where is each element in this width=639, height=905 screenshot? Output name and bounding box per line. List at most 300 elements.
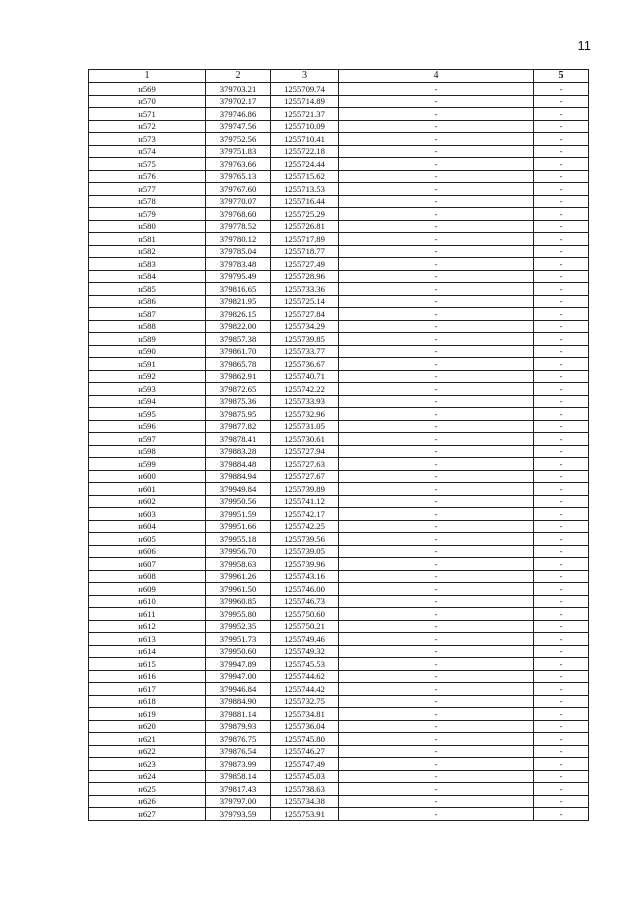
- column-4-cell: -: [339, 333, 534, 346]
- column-5-cell: -: [534, 395, 589, 408]
- column-5-cell: -: [534, 458, 589, 471]
- x-coordinate-cell: 379955.18: [206, 533, 271, 546]
- x-coordinate-cell: 379875.36: [206, 395, 271, 408]
- column-4-cell: -: [339, 708, 534, 721]
- column-5-cell: -: [534, 333, 589, 346]
- y-coordinate-cell: 1255746.27: [271, 745, 339, 758]
- point-id-cell: н617: [89, 683, 206, 696]
- column-4-cell: -: [339, 258, 534, 271]
- x-coordinate-cell: 379873.99: [206, 758, 271, 771]
- y-coordinate-cell: 1255727.49: [271, 258, 339, 271]
- y-coordinate-cell: 1255743.16: [271, 570, 339, 583]
- table-row: [89, 370, 589, 383]
- x-coordinate-cell: 379862.91: [206, 370, 271, 383]
- column-5-cell: -: [534, 770, 589, 783]
- table-body: [89, 83, 589, 821]
- column-5-cell: -: [534, 708, 589, 721]
- column-5-cell: -: [534, 633, 589, 646]
- table-row: [89, 558, 589, 571]
- table-row: [89, 170, 589, 183]
- point-id-cell: н613: [89, 633, 206, 646]
- table-row: [89, 783, 589, 796]
- column-5-cell: -: [534, 620, 589, 633]
- y-coordinate-cell: 1255744.42: [271, 683, 339, 696]
- column-4-cell: -: [339, 483, 534, 496]
- point-id-cell: н614: [89, 645, 206, 658]
- column-5-cell: -: [534, 483, 589, 496]
- x-coordinate-cell: 379952.35: [206, 620, 271, 633]
- y-coordinate-cell: 1255733.93: [271, 395, 339, 408]
- point-id-cell: н587: [89, 308, 206, 321]
- column-5-cell: -: [534, 195, 589, 208]
- column-4-cell: -: [339, 520, 534, 533]
- point-id-cell: н626: [89, 795, 206, 808]
- column-4-cell: -: [339, 533, 534, 546]
- column-5-cell: -: [534, 433, 589, 446]
- column-5-cell: -: [534, 383, 589, 396]
- table-row: [89, 770, 589, 783]
- column-4-cell: -: [339, 220, 534, 233]
- column-4-cell: -: [339, 558, 534, 571]
- x-coordinate-cell: 379797.00: [206, 795, 271, 808]
- x-coordinate-cell: 379883.28: [206, 445, 271, 458]
- x-coordinate-cell: 379958.63: [206, 558, 271, 571]
- column-4-cell: -: [339, 683, 534, 696]
- column-4-cell: -: [339, 95, 534, 108]
- point-id-cell: н623: [89, 758, 206, 771]
- table-row: [89, 420, 589, 433]
- column-4-cell: -: [339, 583, 534, 596]
- column-5-cell: -: [534, 308, 589, 321]
- column-4-cell: -: [339, 733, 534, 746]
- x-coordinate-cell: 379857.38: [206, 333, 271, 346]
- point-id-cell: н593: [89, 383, 206, 396]
- y-coordinate-cell: 1255734.81: [271, 708, 339, 721]
- y-coordinate-cell: 1255750.21: [271, 620, 339, 633]
- x-coordinate-cell: 379795.49: [206, 270, 271, 283]
- y-coordinate-cell: 1255749.32: [271, 645, 339, 658]
- point-id-cell: н573: [89, 133, 206, 146]
- x-coordinate-cell: 379951.59: [206, 508, 271, 521]
- column-5-cell: -: [534, 183, 589, 196]
- x-coordinate-cell: 379785.04: [206, 245, 271, 258]
- column-4-cell: -: [339, 195, 534, 208]
- y-coordinate-cell: 1255726.81: [271, 220, 339, 233]
- column-5-cell: -: [534, 745, 589, 758]
- x-coordinate-cell: 379822.00: [206, 320, 271, 333]
- column-5-cell: -: [534, 133, 589, 146]
- table-row: [89, 120, 589, 133]
- point-id-cell: н583: [89, 258, 206, 271]
- y-coordinate-cell: 1255749.46: [271, 633, 339, 646]
- column-4-cell: -: [339, 770, 534, 783]
- table-row: [89, 720, 589, 733]
- column-5-cell: -: [534, 83, 589, 96]
- table-row: [89, 95, 589, 108]
- column-5-cell: -: [534, 108, 589, 121]
- y-coordinate-cell: 1255731.05: [271, 420, 339, 433]
- y-coordinate-cell: 1255742.22: [271, 383, 339, 396]
- point-id-cell: н576: [89, 170, 206, 183]
- y-coordinate-cell: 1255727.84: [271, 308, 339, 321]
- y-coordinate-cell: 1255733.77: [271, 345, 339, 358]
- x-coordinate-cell: 379768.60: [206, 208, 271, 221]
- column-5-cell: -: [534, 533, 589, 546]
- table-row: [89, 395, 589, 408]
- column-5-cell: -: [534, 258, 589, 271]
- point-id-cell: н574: [89, 145, 206, 158]
- column-4-cell: -: [339, 783, 534, 796]
- point-id-cell: н620: [89, 720, 206, 733]
- table-row: [89, 308, 589, 321]
- table-row: [89, 458, 589, 471]
- column-4-cell: -: [339, 308, 534, 321]
- column-header-1: 1: [89, 70, 206, 83]
- column-4-cell: -: [339, 345, 534, 358]
- table-row: [89, 283, 589, 296]
- table-row: [89, 495, 589, 508]
- x-coordinate-cell: 379861.70: [206, 345, 271, 358]
- y-coordinate-cell: 1255742.17: [271, 508, 339, 521]
- x-coordinate-cell: 379778.52: [206, 220, 271, 233]
- y-coordinate-cell: 1255714.89: [271, 95, 339, 108]
- column-4-cell: -: [339, 495, 534, 508]
- column-4-cell: -: [339, 570, 534, 583]
- point-id-cell: н604: [89, 520, 206, 533]
- point-id-cell: н606: [89, 545, 206, 558]
- x-coordinate-cell: 379881.14: [206, 708, 271, 721]
- point-id-cell: н612: [89, 620, 206, 633]
- column-5-cell: -: [534, 658, 589, 671]
- table-row: [89, 670, 589, 683]
- column-5-cell: -: [534, 345, 589, 358]
- point-id-cell: н570: [89, 95, 206, 108]
- column-4-cell: -: [339, 445, 534, 458]
- column-5-cell: -: [534, 595, 589, 608]
- point-id-cell: н602: [89, 495, 206, 508]
- table-row: [89, 633, 589, 646]
- y-coordinate-cell: 1255745.80: [271, 733, 339, 746]
- y-coordinate-cell: 1255715.62: [271, 170, 339, 183]
- y-coordinate-cell: 1255745.03: [271, 770, 339, 783]
- y-coordinate-cell: 1255736.67: [271, 358, 339, 371]
- table-row: [89, 220, 589, 233]
- column-4-cell: -: [339, 720, 534, 733]
- point-id-cell: н595: [89, 408, 206, 421]
- table-row: [89, 758, 589, 771]
- point-id-cell: н586: [89, 295, 206, 308]
- column-5-cell: -: [534, 370, 589, 383]
- table-row: [89, 183, 589, 196]
- column-5-cell: -: [534, 670, 589, 683]
- column-4-cell: -: [339, 133, 534, 146]
- point-id-cell: н588: [89, 320, 206, 333]
- column-5-cell: -: [534, 683, 589, 696]
- table-row: [89, 133, 589, 146]
- y-coordinate-cell: 1255725.14: [271, 295, 339, 308]
- x-coordinate-cell: 379875.95: [206, 408, 271, 421]
- column-header-5: 5: [534, 70, 589, 83]
- column-4-cell: -: [339, 458, 534, 471]
- column-4-cell: -: [339, 808, 534, 821]
- table-row: [89, 445, 589, 458]
- table-row: [89, 345, 589, 358]
- point-id-cell: н610: [89, 595, 206, 608]
- table-row: [89, 533, 589, 546]
- column-5-cell: -: [534, 208, 589, 221]
- column-4-cell: -: [339, 383, 534, 396]
- point-id-cell: н611: [89, 608, 206, 621]
- y-coordinate-cell: 1255718.77: [271, 245, 339, 258]
- x-coordinate-cell: 379877.82: [206, 420, 271, 433]
- x-coordinate-cell: 379821.95: [206, 295, 271, 308]
- y-coordinate-cell: 1255739.85: [271, 333, 339, 346]
- column-4-cell: -: [339, 595, 534, 608]
- point-id-cell: н571: [89, 108, 206, 121]
- point-id-cell: н577: [89, 183, 206, 196]
- column-4-cell: -: [339, 108, 534, 121]
- y-coordinate-cell: 1255745.53: [271, 658, 339, 671]
- point-id-cell: н601: [89, 483, 206, 496]
- y-coordinate-cell: 1255746.00: [271, 583, 339, 596]
- x-coordinate-cell: 379793.59: [206, 808, 271, 821]
- y-coordinate-cell: 1255738.63: [271, 783, 339, 796]
- table-row: [89, 545, 589, 558]
- point-id-cell: н619: [89, 708, 206, 721]
- x-coordinate-cell: 379950.60: [206, 645, 271, 658]
- y-coordinate-cell: 1255730.61: [271, 433, 339, 446]
- y-coordinate-cell: 1255727.94: [271, 445, 339, 458]
- table-row: [89, 583, 589, 596]
- x-coordinate-cell: 379872.65: [206, 383, 271, 396]
- table-row: [89, 158, 589, 171]
- y-coordinate-cell: 1255750.60: [271, 608, 339, 621]
- point-id-cell: н590: [89, 345, 206, 358]
- point-id-cell: н594: [89, 395, 206, 408]
- column-5-cell: -: [534, 570, 589, 583]
- point-id-cell: н624: [89, 770, 206, 783]
- column-5-cell: -: [534, 233, 589, 246]
- column-5-cell: -: [534, 95, 589, 108]
- column-4-cell: -: [339, 795, 534, 808]
- y-coordinate-cell: 1255739.89: [271, 483, 339, 496]
- column-4-cell: -: [339, 183, 534, 196]
- column-5-cell: -: [534, 795, 589, 808]
- y-coordinate-cell: 1255721.37: [271, 108, 339, 121]
- column-header-3: 3: [271, 70, 339, 83]
- x-coordinate-cell: 379858.14: [206, 770, 271, 783]
- column-5-cell: -: [534, 408, 589, 421]
- y-coordinate-cell: 1255740.71: [271, 370, 339, 383]
- y-coordinate-cell: 1255724.44: [271, 158, 339, 171]
- y-coordinate-cell: 1255710.41: [271, 133, 339, 146]
- column-5-cell: -: [534, 270, 589, 283]
- table-row: [89, 408, 589, 421]
- column-4-cell: -: [339, 395, 534, 408]
- column-5-cell: -: [534, 733, 589, 746]
- column-4-cell: -: [339, 670, 534, 683]
- y-coordinate-cell: 1255733.36: [271, 283, 339, 296]
- point-id-cell: н591: [89, 358, 206, 371]
- y-coordinate-cell: 1255741.12: [271, 495, 339, 508]
- x-coordinate-cell: 379961.50: [206, 583, 271, 596]
- column-5-cell: -: [534, 295, 589, 308]
- table-row: [89, 295, 589, 308]
- column-4-cell: -: [339, 745, 534, 758]
- column-4-cell: -: [339, 695, 534, 708]
- table-row: [89, 333, 589, 346]
- column-5-cell: -: [534, 220, 589, 233]
- column-4-cell: -: [339, 83, 534, 96]
- table-row: [89, 695, 589, 708]
- x-coordinate-cell: 379702.17: [206, 95, 271, 108]
- point-id-cell: н621: [89, 733, 206, 746]
- x-coordinate-cell: 379780.12: [206, 233, 271, 246]
- column-5-cell: -: [534, 495, 589, 508]
- point-id-cell: н585: [89, 283, 206, 296]
- table-row: [89, 208, 589, 221]
- y-coordinate-cell: 1255753.91: [271, 808, 339, 821]
- table-row: [89, 645, 589, 658]
- y-coordinate-cell: 1255736.04: [271, 720, 339, 733]
- column-4-cell: -: [339, 420, 534, 433]
- table-row: [89, 733, 589, 746]
- column-5-cell: -: [534, 158, 589, 171]
- point-id-cell: н569: [89, 83, 206, 96]
- table-row: [89, 595, 589, 608]
- x-coordinate-cell: 379767.60: [206, 183, 271, 196]
- x-coordinate-cell: 379946.84: [206, 683, 271, 696]
- x-coordinate-cell: 379763.66: [206, 158, 271, 171]
- x-coordinate-cell: 379960.85: [206, 595, 271, 608]
- column-5-cell: -: [534, 170, 589, 183]
- point-id-cell: н584: [89, 270, 206, 283]
- point-id-cell: н600: [89, 470, 206, 483]
- table-row: [89, 433, 589, 446]
- x-coordinate-cell: 379817.43: [206, 783, 271, 796]
- y-coordinate-cell: 1255744.62: [271, 670, 339, 683]
- table-row: [89, 108, 589, 121]
- y-coordinate-cell: 1255739.96: [271, 558, 339, 571]
- table-row: [89, 570, 589, 583]
- x-coordinate-cell: 379947.00: [206, 670, 271, 683]
- y-coordinate-cell: 1255717.89: [271, 233, 339, 246]
- x-coordinate-cell: 379783.48: [206, 258, 271, 271]
- column-4-cell: -: [339, 645, 534, 658]
- x-coordinate-cell: 379956.70: [206, 545, 271, 558]
- y-coordinate-cell: 1255734.29: [271, 320, 339, 333]
- y-coordinate-cell: 1255728.96: [271, 270, 339, 283]
- column-5-cell: -: [534, 783, 589, 796]
- x-coordinate-cell: 379955.80: [206, 608, 271, 621]
- column-5-cell: -: [534, 320, 589, 333]
- table-row: [89, 233, 589, 246]
- point-id-cell: н592: [89, 370, 206, 383]
- y-coordinate-cell: 1255725.29: [271, 208, 339, 221]
- column-4-cell: -: [339, 295, 534, 308]
- column-4-cell: -: [339, 270, 534, 283]
- column-5-cell: -: [534, 808, 589, 821]
- table-row: [89, 145, 589, 158]
- column-4-cell: -: [339, 145, 534, 158]
- table-row: [89, 508, 589, 521]
- column-4-cell: -: [339, 758, 534, 771]
- point-id-cell: н580: [89, 220, 206, 233]
- column-4-cell: -: [339, 633, 534, 646]
- column-5-cell: -: [534, 695, 589, 708]
- point-id-cell: н596: [89, 420, 206, 433]
- point-id-cell: н589: [89, 333, 206, 346]
- point-id-cell: н598: [89, 445, 206, 458]
- x-coordinate-cell: 379961.26: [206, 570, 271, 583]
- point-id-cell: н627: [89, 808, 206, 821]
- point-id-cell: н607: [89, 558, 206, 571]
- point-id-cell: н597: [89, 433, 206, 446]
- column-5-cell: -: [534, 545, 589, 558]
- x-coordinate-cell: 379770.07: [206, 195, 271, 208]
- x-coordinate-cell: 379951.73: [206, 633, 271, 646]
- x-coordinate-cell: 379865.78: [206, 358, 271, 371]
- x-coordinate-cell: 379752.56: [206, 133, 271, 146]
- point-id-cell: н599: [89, 458, 206, 471]
- x-coordinate-cell: 379951.66: [206, 520, 271, 533]
- point-id-cell: н603: [89, 508, 206, 521]
- column-5-cell: -: [534, 358, 589, 371]
- y-coordinate-cell: 1255732.96: [271, 408, 339, 421]
- y-coordinate-cell: 1255746.73: [271, 595, 339, 608]
- y-coordinate-cell: 1255727.63: [271, 458, 339, 471]
- table-row: [89, 708, 589, 721]
- column-5-cell: -: [534, 283, 589, 296]
- table-header-row: [89, 70, 589, 83]
- x-coordinate-cell: 379826.15: [206, 308, 271, 321]
- x-coordinate-cell: 379884.94: [206, 470, 271, 483]
- y-coordinate-cell: 1255709.74: [271, 83, 339, 96]
- column-5-cell: -: [534, 470, 589, 483]
- column-4-cell: -: [339, 470, 534, 483]
- column-4-cell: -: [339, 120, 534, 133]
- table-row: [89, 245, 589, 258]
- column-4-cell: -: [339, 208, 534, 221]
- column-4-cell: -: [339, 508, 534, 521]
- table-row: [89, 808, 589, 821]
- column-4-cell: -: [339, 408, 534, 421]
- column-5-cell: -: [534, 558, 589, 571]
- y-coordinate-cell: 1255747.49: [271, 758, 339, 771]
- column-5-cell: -: [534, 608, 589, 621]
- point-id-cell: н615: [89, 658, 206, 671]
- column-header-2: 2: [206, 70, 271, 83]
- table-row: [89, 608, 589, 621]
- x-coordinate-cell: 379746.86: [206, 108, 271, 121]
- table-row: [89, 320, 589, 333]
- coordinates-table: [88, 69, 589, 821]
- column-5-cell: -: [534, 520, 589, 533]
- table-row: [89, 483, 589, 496]
- point-id-cell: н581: [89, 233, 206, 246]
- x-coordinate-cell: 379703.21: [206, 83, 271, 96]
- point-id-cell: н578: [89, 195, 206, 208]
- column-4-cell: -: [339, 320, 534, 333]
- column-4-cell: -: [339, 658, 534, 671]
- y-coordinate-cell: 1255732.75: [271, 695, 339, 708]
- x-coordinate-cell: 379884.48: [206, 458, 271, 471]
- point-id-cell: н609: [89, 583, 206, 596]
- point-id-cell: н608: [89, 570, 206, 583]
- point-id-cell: н582: [89, 245, 206, 258]
- column-4-cell: -: [339, 620, 534, 633]
- point-id-cell: н622: [89, 745, 206, 758]
